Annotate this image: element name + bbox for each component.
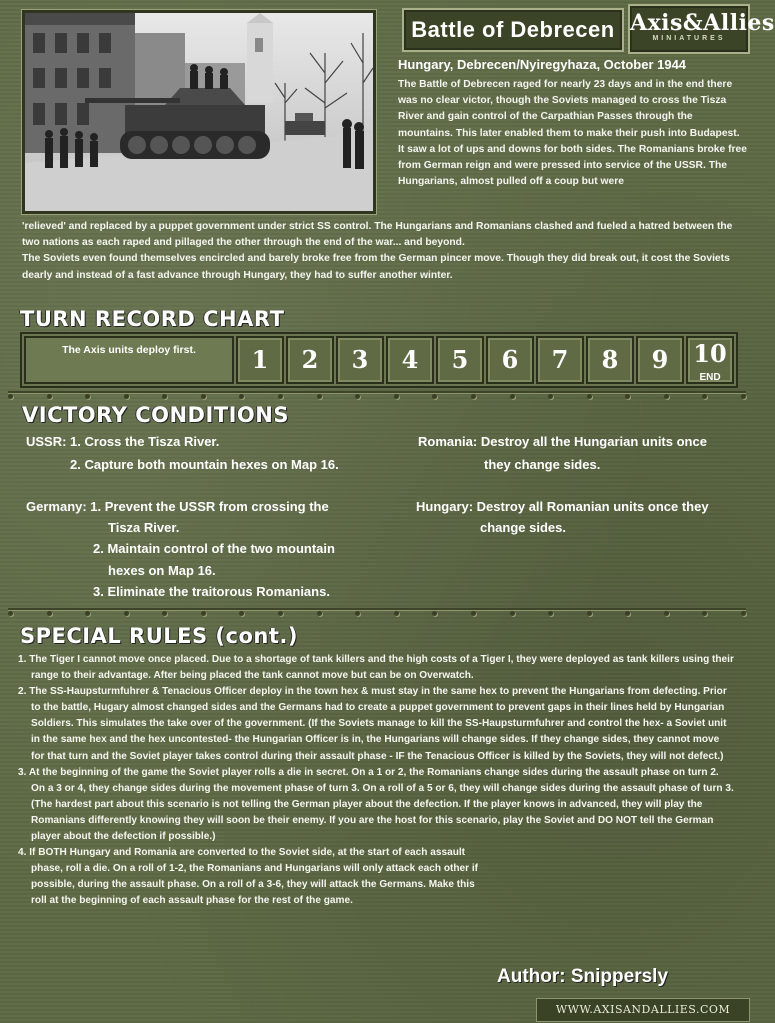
rivet-icon bbox=[162, 394, 167, 399]
rivet-icon bbox=[317, 611, 322, 616]
divider-line bbox=[8, 608, 746, 610]
turn-cell-3: 3 bbox=[336, 336, 384, 384]
victory-germany-1b: Tisza River. bbox=[108, 520, 180, 535]
rivet-icon bbox=[239, 394, 244, 399]
intro-paragraph-3: The Soviets even found themselves encircled and barely broke free from the German pincer move. Though they did break out, it cost the Soviets dearly and instead of a fast advance through Hungary, they had to suffer another winter. bbox=[22, 253, 730, 281]
rivet-icon bbox=[741, 611, 746, 616]
rule-4: 4. If BOTH Hungary and Romania are converted to the Soviet side, at the start of each assault phase, roll a die. On a roll of 1-2, the Romanians and Hungarians will only attack each other if possible, during the assault phase. On a roll of a 3-6, they will attack the Germans. Make this roll at the beginning of each assault phase for the rest of the game. bbox=[18, 847, 479, 907]
turn-cell-9: 9 bbox=[636, 336, 684, 384]
scenario-title: Battle of Debrecen bbox=[402, 8, 624, 52]
tank-photo bbox=[22, 10, 376, 214]
logo-subtext: MINIATURES bbox=[652, 35, 726, 42]
website-link[interactable]: WWW.AXISANDALLIES.COM bbox=[536, 998, 750, 1022]
rivet-icon bbox=[239, 611, 244, 616]
victory-hungary-1: Hungary: Destroy all Romanian units once they bbox=[416, 499, 709, 514]
rivet-icon bbox=[664, 611, 669, 616]
victory-ussr-1: USSR: 1. Cross the Tisza River. bbox=[26, 434, 220, 449]
rivet-icon bbox=[85, 394, 90, 399]
rivet-icon bbox=[548, 394, 553, 399]
intro-text-full bbox=[22, 219, 748, 284]
axis-allies-logo bbox=[628, 4, 775, 54]
victory-romania-1: Romania: Destroy all the Hungarian units once bbox=[418, 434, 707, 449]
rivet-icon bbox=[548, 611, 553, 616]
turn-cell-8: 8 bbox=[586, 336, 634, 384]
rule-3: 3. At the beginning of the game the Soviet player rolls a die in secret. On a 1 or 2, the Romanians change sides during the assault phase on turn 2. On a 3 or 4, they change sides during the movement phase of turn 3. On a roll of a 5 or 6, they will change sides during the assault phase of turn 3. (The hardest part about this scenario is not telling the German player about the defection. If the player knows in advanced, they will play the Romanians differently knowing they will soon be their enemy. If you are the host for this scenario, play the Soviet and DO NOT tell the German player about the defection if possible.) bbox=[18, 766, 734, 843]
victory-germany-2b: hexes on Map 16. bbox=[108, 563, 216, 578]
rivet-icon bbox=[124, 394, 129, 399]
intro-text-right bbox=[398, 77, 748, 190]
victory-ussr-2: 2. Capture both mountain hexes on Map 16. bbox=[70, 457, 339, 472]
rivet-icon bbox=[394, 394, 399, 399]
rivet-icon bbox=[85, 611, 90, 616]
special-rules-heading: SPECIAL RULES (cont.) bbox=[20, 624, 298, 648]
turn-record-chart bbox=[20, 332, 738, 388]
logo-text: Axis&Allies bbox=[630, 10, 775, 36]
rivet-icon bbox=[432, 611, 437, 616]
author-credit: Author: Snippersly bbox=[497, 966, 669, 987]
rivet-icon bbox=[625, 611, 630, 616]
turn-end-label: END bbox=[699, 372, 721, 383]
turn-note-box bbox=[24, 336, 234, 384]
rivet-row bbox=[8, 611, 746, 617]
rivet-icon bbox=[471, 611, 476, 616]
intro-paragraph-2b: 'relieved' and replaced by a puppet government under strict SS control. The Hungarians and Romanians clashed and fueled a hatred between the two nations as each raped and pillaged the other through the end of the war... and beyond. bbox=[22, 221, 733, 249]
rivet-icon bbox=[432, 394, 437, 399]
turn-cell-6: 6 bbox=[486, 336, 534, 384]
rivet-icon bbox=[741, 394, 746, 399]
turn-cell-4: 4 bbox=[386, 336, 434, 384]
turn-record-heading: TURN RECORD CHART bbox=[20, 307, 285, 331]
rivet-icon bbox=[278, 611, 283, 616]
divider-line bbox=[8, 391, 746, 393]
rivet-icon bbox=[8, 394, 13, 399]
turn-note: The Axis units deploy first. bbox=[62, 344, 196, 356]
rivet-icon bbox=[8, 611, 13, 616]
victory-germany-3: 3. Eliminate the traitorous Romanians. bbox=[93, 584, 330, 599]
rivet-icon bbox=[124, 611, 129, 616]
victory-germany-1: Germany: 1. Prevent the USSR from crossing the bbox=[26, 499, 329, 514]
rivet-row bbox=[8, 394, 746, 400]
turn-cell-2: 2 bbox=[286, 336, 334, 384]
rivet-icon bbox=[510, 394, 515, 399]
victory-hungary-2: change sides. bbox=[480, 520, 566, 535]
rivet-icon bbox=[471, 394, 476, 399]
rivet-icon bbox=[201, 394, 206, 399]
rivet-icon bbox=[355, 394, 360, 399]
rivet-icon bbox=[317, 394, 322, 399]
scenario-location: Hungary, Debrecen/Nyiregyhaza, October 1944 bbox=[398, 57, 687, 72]
rivet-icon bbox=[587, 394, 592, 399]
victory-romania-2: they change sides. bbox=[484, 457, 601, 472]
turn-cell-1: 1 bbox=[236, 336, 284, 384]
rivet-icon bbox=[162, 611, 167, 616]
rivet-icon bbox=[47, 394, 52, 399]
rule-1: 1. The Tiger I cannot move once placed. Due to a shortage of tank killers and the high costs of a Tiger I, they were deployed as tank killers using their range to their advantage. After being placed the tank cannot move but can be on Overwatch. bbox=[18, 654, 734, 682]
rivet-icon bbox=[201, 611, 206, 616]
rule-2: 2. The SS-Haupsturmfuhrer & Tenacious Officer deploy in the town hex & must stay in the same hex to prevent the Hungarians from defecting. Prior to the battle, Hugary almost changed sides and the Germans had to create a puppet government to prevent gaps in their lines held by Hungarian Soldiers. This simulates the take over of the government. (If the Soviets manage to kill the SS-Haupsturmfuhrer and control the hex- a Soviet unit in the same hex and the hex uncontested- the Hungarian Officer is in, the Hungarians will change sides. If they change sides, they cannot move for that turn and the Soviet player takes control during their assault phase - IF the Tenacious Officer is killed by the Soviets, they will not defect.) bbox=[18, 686, 727, 762]
special-rules-list bbox=[18, 652, 734, 910]
rivet-icon bbox=[394, 611, 399, 616]
rivet-icon bbox=[702, 394, 707, 399]
rivet-icon bbox=[510, 611, 515, 616]
turn-cell-5: 5 bbox=[436, 336, 484, 384]
intro-paragraph-2a: It saw a lot of ups and downs for both sides. The Romanians broke free from German reign and were pressed into service of the USSR. The Hungarians, almost pulled off a coup but were bbox=[398, 143, 747, 188]
turn-10-number: 10 bbox=[693, 339, 727, 368]
turn-cell-7: 7 bbox=[536, 336, 584, 384]
rivet-icon bbox=[702, 611, 707, 616]
rivet-icon bbox=[47, 611, 52, 616]
intro-paragraph-1: The Battle of Debrecen raged for nearly 23 days and in the end there was no clear victor, though the Soviets managed to cross the Tisza River and gain control of the Carpathian Passes through the mountains. This later enabled them to make their push into Budapest. bbox=[398, 79, 740, 139]
rivet-icon bbox=[355, 611, 360, 616]
rivet-icon bbox=[587, 611, 592, 616]
victory-germany-2: 2. Maintain control of the two mountain bbox=[93, 541, 335, 556]
rivet-icon bbox=[664, 394, 669, 399]
victory-heading: VICTORY CONDITIONS bbox=[22, 403, 289, 427]
tank-photo-icon bbox=[25, 13, 373, 211]
turn-cell-10 bbox=[686, 336, 734, 384]
rivet-icon bbox=[278, 394, 283, 399]
rivet-icon bbox=[625, 394, 630, 399]
